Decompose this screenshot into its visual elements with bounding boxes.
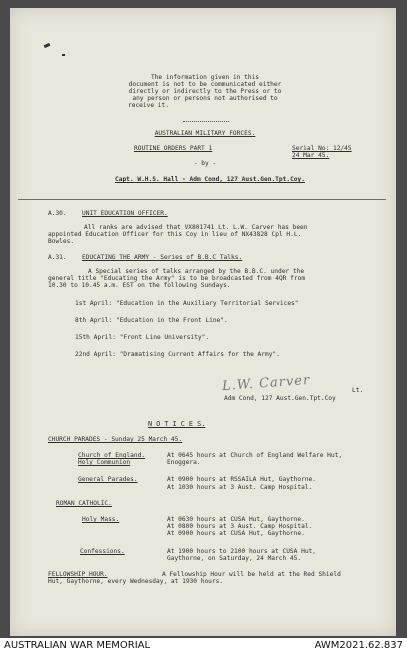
issuer-line: Capt. W.H.S. Hall - Adm Cond, 127 Aust.Gen.Tpt.Coy. bbox=[115, 176, 305, 183]
a31-line-1: A Special series of talks arranged by the B.B.C. under the bbox=[88, 268, 305, 275]
notice-line-4: any person or persons not authorised to bbox=[132, 95, 278, 102]
confessions-text-2: Gaythorne, on Saturday, 24 March 45. bbox=[167, 555, 302, 562]
confessions-text-1: At 1900 hours to 2100 hours at CUSA Hut, bbox=[167, 548, 317, 555]
caption-bar bbox=[0, 638, 407, 653]
a30-line-1: All ranks are advised that VX801741 Lt. L.W. Carver has been bbox=[84, 224, 308, 231]
force-heading: AUSTRALIAN MILITARY FORCES. bbox=[154, 130, 256, 137]
coe-text-1: At 0645 hours at Church of England Welfare Hut, bbox=[167, 452, 343, 459]
fellowship-line-1: A Fellowship Hour will be held at the Red Shield bbox=[162, 571, 341, 578]
a31-line-2: general title "Educating the Army" is to be broadcasted from 4QR from bbox=[48, 275, 306, 282]
church-parades-heading: CHURCH PARADES - Sunday 25 March 45. bbox=[48, 436, 183, 443]
archive-name: AUSTRALIAN WAR MEMORIAL bbox=[4, 640, 151, 651]
notices-heading: N O T I C E S. bbox=[148, 420, 206, 428]
notice-line-2: document is not to be communicated either bbox=[128, 81, 282, 88]
a30-title: UNIT EDUCATION OFFICER. bbox=[82, 210, 168, 217]
coe-label-1: Church of England. bbox=[78, 452, 146, 459]
fellowship-line-2: Hut, Gaythorne, every Wednesday, at 1930 hours. bbox=[48, 578, 224, 585]
general-text-1: At 0900 hours at RSSAILA Hut, Gaythorne. bbox=[167, 476, 317, 483]
item-reference: AWM2021.62.837 bbox=[314, 640, 403, 651]
mass-text-1: At 0630 hours at CUSA Hut, Gaythorne. bbox=[167, 516, 305, 523]
handwritten-signature: L.W. Carver bbox=[221, 372, 311, 395]
fellowship-label: FELLOWSHIP HOUR. bbox=[48, 571, 108, 578]
orders-heading: ROUTINE ORDERS PART 1 bbox=[134, 145, 213, 152]
order-date: 24 Mar 45. bbox=[292, 152, 330, 159]
mass-text-2: At 0800 hours at 3 Aust. Camp Hospital. bbox=[167, 523, 313, 530]
talk-item-1: 1st April: "Education in the Auxiliary Territorial Services" bbox=[75, 300, 299, 307]
section-divider bbox=[18, 199, 386, 200]
confessions-label: Confessions. bbox=[80, 548, 125, 555]
coe-text-2: Enoggera. bbox=[167, 459, 201, 466]
notice-line-5: receive it. bbox=[128, 102, 169, 109]
signer-rank: Lt. bbox=[352, 387, 364, 394]
ink-mark bbox=[62, 54, 65, 56]
general-text-2: At 1030 hours at 3 Aust. Camp Hospital. bbox=[167, 484, 313, 491]
a30-line-3: Bowles. bbox=[48, 238, 75, 245]
by-line: - by - bbox=[193, 160, 217, 167]
a31-line-3: 10.30 to 10.45 a.m. EST on the following Sundays. bbox=[48, 282, 231, 289]
dotted-rule bbox=[183, 121, 229, 122]
a30-line-2: appointed Education Officer for this Coy in lieu of NX43828 Cpl H.L. bbox=[48, 231, 302, 238]
talk-item-4: 22nd April: "Dramatising Current Affairs for the Army". bbox=[75, 351, 280, 358]
coe-label-2: Holy Communion bbox=[78, 459, 131, 466]
a31-number: A.31. bbox=[48, 254, 67, 261]
general-parades-label: General Parades. bbox=[78, 476, 138, 483]
mass-text-3: At 0900 hours at CUSA Hut, Gaythorne. bbox=[167, 530, 305, 537]
serial-number: Serial No: 12/45 bbox=[292, 145, 352, 152]
notice-line-1: The information given in this bbox=[150, 74, 260, 81]
talk-item-2: 8th April: "Education in the Front Line". bbox=[75, 317, 228, 324]
roman-catholic-heading: ROMAN CATHOLIC. bbox=[56, 500, 112, 507]
talk-item-3: 15th April: "Front Line University". bbox=[75, 334, 210, 341]
signer-appointment: Adm Cond, 127 Aust.Gen.Tpt.Coy bbox=[224, 395, 336, 402]
a30-number: A.30. bbox=[48, 210, 67, 217]
notice-line-3: directly or indirectly to the Press or to bbox=[128, 88, 282, 95]
a31-title: EDUCATING THE ARMY - Series of B.B.C Talks. bbox=[82, 254, 243, 261]
holy-mass-label: Holy Mass. bbox=[82, 516, 120, 523]
